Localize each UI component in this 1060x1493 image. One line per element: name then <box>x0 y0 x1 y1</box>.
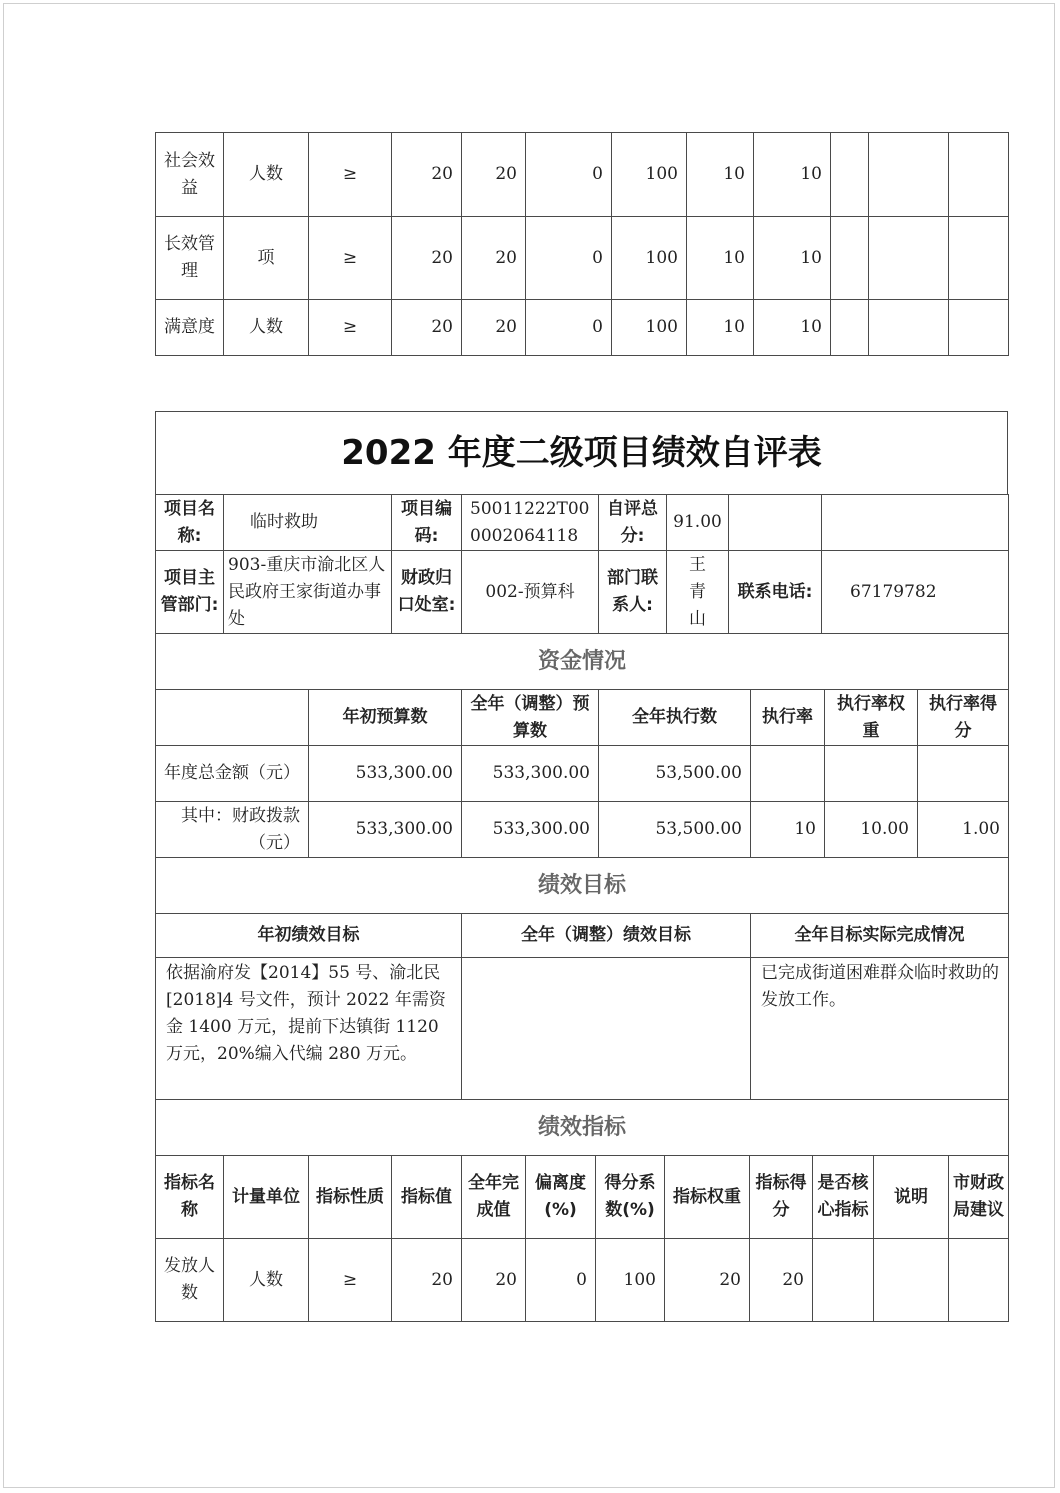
indicator-weight: 10 <box>687 133 754 217</box>
table-row <box>156 802 1009 858</box>
column-header: 执行率得分 <box>918 690 1009 746</box>
table-row <box>156 217 1009 300</box>
indicator-core <box>831 217 869 300</box>
funds-initial: 533,300.00 <box>309 746 462 802</box>
column-header: 偏离度(%) <box>526 1156 596 1239</box>
table-row <box>156 1239 1009 1322</box>
indicator-suggestion <box>949 300 1009 356</box>
funds-adjusted: 533,300.00 <box>462 802 599 858</box>
indicator-unit: 人数 <box>224 133 309 217</box>
indicator-score: 10 <box>754 300 831 356</box>
indicator-coefficient: 100 <box>596 1239 665 1322</box>
goals-table <box>155 857 1009 1100</box>
funds-adjusted: 533,300.00 <box>462 746 599 802</box>
indicator-note <box>869 300 949 356</box>
indicator-target: 20 <box>392 133 462 217</box>
table-row <box>156 1156 1009 1239</box>
indicator-core <box>831 133 869 217</box>
self-score-label: 自评总分: <box>599 495 667 551</box>
table-row <box>156 914 1009 958</box>
column-header: 全年（调整）绩效目标 <box>462 914 751 958</box>
table-row <box>156 300 1009 356</box>
column-header: 年初预算数 <box>309 690 462 746</box>
indicator-suggestion <box>949 217 1009 300</box>
column-header: 指标权重 <box>665 1156 750 1239</box>
column-header: 全年执行数 <box>599 690 751 746</box>
indicator-operator: ≥ <box>309 1239 392 1322</box>
funds-table <box>155 633 1009 858</box>
indicator-weight: 10 <box>687 300 754 356</box>
indicator-unit: 人数 <box>224 300 309 356</box>
page-title: 2022 年度二级项目绩效自评表 <box>156 412 1008 495</box>
indicator-note <box>869 217 949 300</box>
column-header: 全年（调整）预算数 <box>462 690 599 746</box>
column-header: 执行率 <box>751 690 825 746</box>
indicator-actual: 20 <box>462 300 526 356</box>
project-name-label: 项目名称: <box>156 495 224 551</box>
adjusted-goal <box>462 958 751 1100</box>
empty-cell <box>156 690 309 746</box>
table-row <box>156 133 1009 217</box>
column-header: 市财政局建议 <box>949 1156 1009 1239</box>
column-header: 指标名称 <box>156 1156 224 1239</box>
funds-initial: 533,300.00 <box>309 802 462 858</box>
phone-number: 67179782 <box>822 551 1009 634</box>
self-score: 91.00 <box>667 495 729 551</box>
funds-executed: 53,500.00 <box>599 746 751 802</box>
column-header: 年初绩效目标 <box>156 914 462 958</box>
indicator-note <box>869 133 949 217</box>
column-header: 指标得分 <box>750 1156 813 1239</box>
finance-office: 002-预算科 <box>462 551 599 634</box>
funds-section-title: 资金情况 <box>156 634 1009 690</box>
indicators-table <box>155 1099 1009 1322</box>
indicator-target: 20 <box>392 1239 462 1322</box>
funds-rate-weight <box>825 746 918 802</box>
funds-row-label: 年度总金额（元） <box>156 746 309 802</box>
funds-rate: 10 <box>751 802 825 858</box>
column-header: 得分系数(%) <box>596 1156 665 1239</box>
project-info-table <box>155 494 1009 634</box>
indicator-actual: 20 <box>462 1239 526 1322</box>
indicator-target: 20 <box>392 300 462 356</box>
indicator-deviation: 0 <box>526 1239 596 1322</box>
indicator-coefficient: 100 <box>612 217 687 300</box>
column-header: 全年完成值 <box>462 1156 526 1239</box>
indicator-actual: 20 <box>462 133 526 217</box>
indicator-continuation-table <box>155 132 1009 356</box>
finance-office-label: 财政归口处室: <box>392 551 462 634</box>
dept-label: 项目主管部门: <box>156 551 224 634</box>
phone-label: 联系电话: <box>729 551 822 634</box>
indicator-operator: ≥ <box>309 133 392 217</box>
indicator-deviation: 0 <box>526 217 612 300</box>
empty-cell <box>822 495 1009 551</box>
contact-person: 王青山 <box>667 551 729 634</box>
funds-rate-score <box>918 746 1009 802</box>
column-header: 是否核心指标 <box>813 1156 874 1239</box>
empty-cell <box>729 495 822 551</box>
indicator-coefficient: 100 <box>612 133 687 217</box>
indicator-deviation: 0 <box>526 300 612 356</box>
indicator-actual: 20 <box>462 217 526 300</box>
indicator-coefficient: 100 <box>612 300 687 356</box>
table-row <box>156 746 1009 802</box>
contact-label: 部门联系人: <box>599 551 667 634</box>
initial-goal: 依据渝府发【2014】55 号、渝北民[2018]4 号文件，预计 2022 年需资金 1400 万元，提前下达镇街 1120 万元，20%编入代编 280 万元。 <box>156 958 462 1100</box>
table-row <box>156 958 1009 1100</box>
column-header: 指标值 <box>392 1156 462 1239</box>
table-row <box>156 690 1009 746</box>
indicator-weight: 10 <box>687 217 754 300</box>
project-name: 临时救助 <box>224 495 392 551</box>
funds-rate-score: 1.00 <box>918 802 1009 858</box>
goals-section-title: 绩效目标 <box>156 858 1009 914</box>
indicator-operator: ≥ <box>309 300 392 356</box>
indicators-section-title: 绩效指标 <box>156 1100 1009 1156</box>
indicator-score: 20 <box>750 1239 813 1322</box>
table-row <box>156 551 1009 634</box>
column-header: 执行率权重 <box>825 690 918 746</box>
funds-executed: 53,500.00 <box>599 802 751 858</box>
indicator-weight: 20 <box>665 1239 750 1322</box>
dept-name: 903-重庆市渝北区人民政府王家街道办事处 <box>224 551 392 634</box>
indicator-core <box>831 300 869 356</box>
indicator-core <box>813 1239 874 1322</box>
indicator-suggestion <box>949 133 1009 217</box>
funds-rate-weight: 10.00 <box>825 802 918 858</box>
indicator-name: 发放人数 <box>156 1239 224 1322</box>
column-header: 计量单位 <box>224 1156 309 1239</box>
funds-row-label: 其中：财政拨款（元） <box>156 802 309 858</box>
indicator-score: 10 <box>754 133 831 217</box>
indicator-name: 满意度 <box>156 300 224 356</box>
indicator-unit: 人数 <box>224 1239 309 1322</box>
table-row <box>156 495 1009 551</box>
indicator-deviation: 0 <box>526 133 612 217</box>
indicator-suggestion <box>949 1239 1009 1322</box>
indicator-unit: 项 <box>224 217 309 300</box>
indicator-target: 20 <box>392 217 462 300</box>
project-code: 50011222T000002064118 <box>462 495 599 551</box>
indicator-note <box>874 1239 949 1322</box>
title-table <box>155 411 1008 495</box>
column-header: 说明 <box>874 1156 949 1239</box>
column-header: 指标性质 <box>309 1156 392 1239</box>
indicator-name: 社会效益 <box>156 133 224 217</box>
project-code-label: 项目编码: <box>392 495 462 551</box>
column-header: 全年目标实际完成情况 <box>751 914 1009 958</box>
indicator-score: 10 <box>754 217 831 300</box>
indicator-operator: ≥ <box>309 217 392 300</box>
indicator-name: 长效管理 <box>156 217 224 300</box>
actual-completion: 已完成街道困难群众临时救助的发放工作。 <box>751 958 1009 1100</box>
funds-rate <box>751 746 825 802</box>
